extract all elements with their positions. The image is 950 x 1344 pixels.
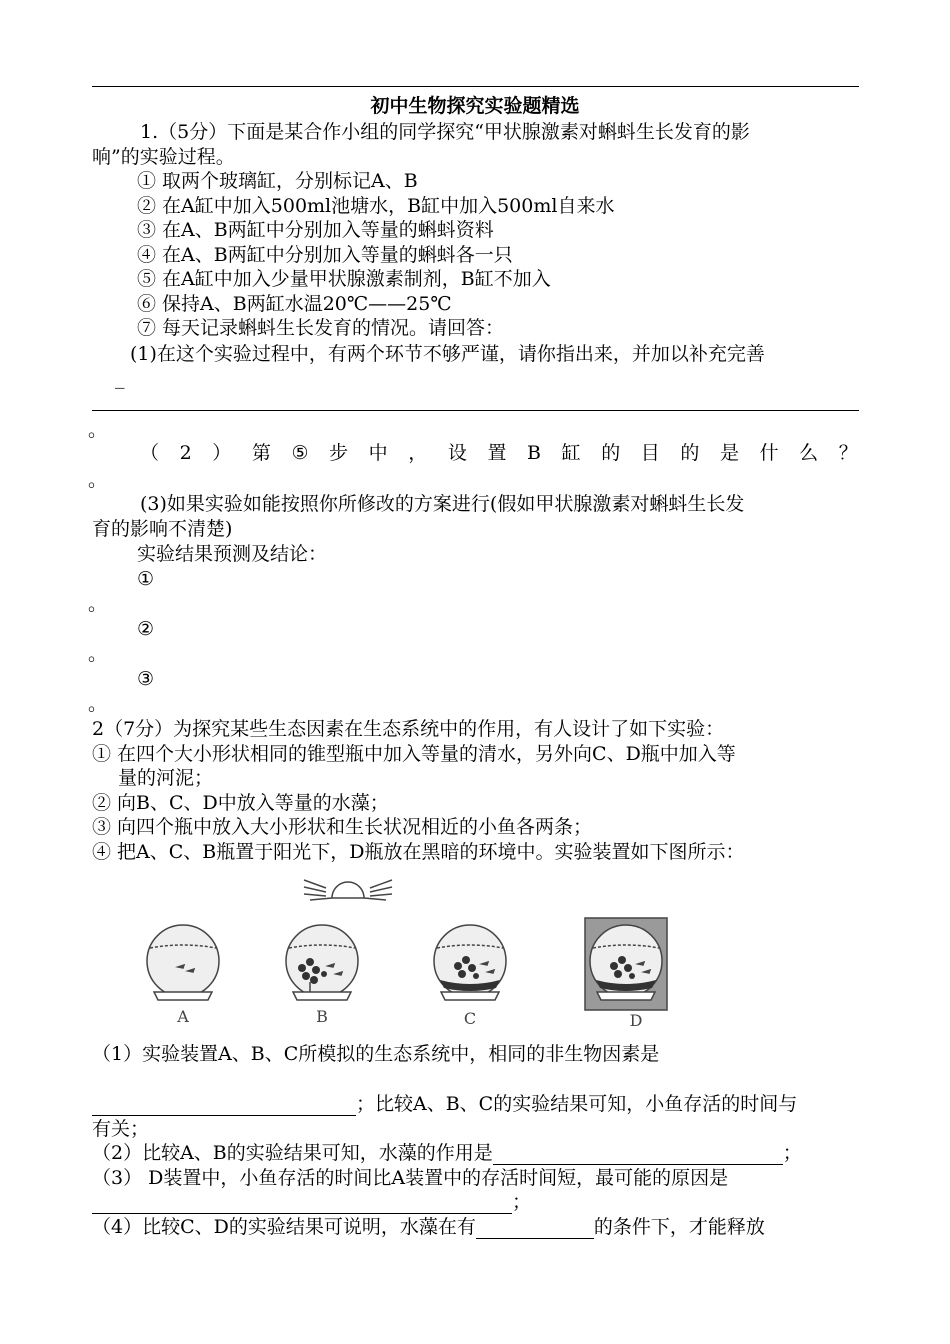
- answer-rule: [92, 410, 859, 411]
- q2-sub4-end: 的条件下，才能释放: [593, 1216, 765, 1238]
- q2-answer-blank-2[interactable]: [493, 1142, 783, 1165]
- q1-part3-line2: 育的影响不清楚): [92, 518, 233, 540]
- q2-sub3-line2: [92, 1190, 531, 1214]
- q1-part2-char: 第: [251, 442, 271, 464]
- q2-answer-blank-1[interactable]: [92, 1093, 356, 1116]
- q2-sub3-line1: （3） D装置中，小鱼存活的时间比A装置中的存活时间短，最可能的原因是: [92, 1167, 729, 1189]
- figure-label-d: D: [629, 1011, 643, 1030]
- figure-label-b: B: [316, 1007, 328, 1026]
- q2-answer-blank-4[interactable]: [476, 1216, 594, 1239]
- q2-sub4-text: （4）比较C、D的实验结果可说明，水藻在有: [92, 1216, 476, 1238]
- q1-intro-line2: 响”的实验过程。: [92, 146, 235, 168]
- q2-step-3: ③ 向四个瓶中放入大小形状和生长状况相近的小鱼各两条；: [92, 816, 593, 838]
- q2-sub4: [92, 1215, 765, 1239]
- top-rule: [92, 86, 859, 87]
- q1-step-1: ① 取两个玻璃缸，分别标记A、B: [137, 170, 418, 192]
- q1-period-3: 。: [88, 593, 108, 615]
- q1-prediction-label: 实验结果预测及结论：: [137, 543, 328, 565]
- q1-part1-mark: _: [115, 367, 125, 389]
- q1-part2-char: ，: [408, 442, 428, 464]
- q2-sub2: [92, 1141, 802, 1165]
- q1-part2-char: 目: [640, 442, 660, 464]
- q1-part2-char: 的: [601, 442, 621, 464]
- q2-step-1-line1: ① 在四个大小形状相同的锥型瓶中加入等量的清水，另外向C、D瓶中加入等: [92, 743, 736, 765]
- q2-answer-blank-3[interactable]: [92, 1191, 512, 1214]
- q1-part2-char: 步: [329, 442, 349, 464]
- q1-period-1: 。: [88, 419, 108, 441]
- q1-prediction-3: ③: [137, 668, 155, 690]
- page-title: 初中生物探究实验题精选: [370, 95, 580, 117]
- q1-part2-char: 2: [179, 442, 192, 464]
- figure-label-c: C: [463, 1009, 477, 1028]
- q2-sub2-end: ；: [782, 1142, 802, 1164]
- q1-part2-char: 缸: [561, 442, 581, 464]
- q2-step-4: ④ 把A、C、B瓶置于阳光下，D瓶放在黑暗的环境中。实验装置如下图所示：: [92, 841, 745, 863]
- q1-period-2: 。: [88, 469, 108, 491]
- q1-part2: [140, 441, 858, 465]
- q1-part1: (1)在这个实验过程中，有两个环节不够严谨，请你指出来，并加以补充完善: [130, 343, 765, 365]
- q2-step-2: ② 向B、C、D中放入等量的水藻；: [92, 792, 389, 814]
- jar-b: [286, 925, 358, 1000]
- q2-sub1-line2-text: ；比较A、B、C的实验结果可知，小鱼存活的时间与: [356, 1093, 798, 1115]
- q2-sub1-line3: 有关；: [92, 1118, 150, 1140]
- q1-prediction-2: ②: [137, 618, 155, 640]
- q1-part2-char: B: [527, 442, 542, 464]
- q2-sub2-text: （2）比较A、B的实验结果可知，水藻的作用是: [92, 1142, 493, 1164]
- q1-part2-char: 什: [759, 442, 779, 464]
- jar-d: [585, 918, 667, 1010]
- q1-part2-char: 么: [799, 442, 819, 464]
- figure-label-a: A: [177, 1007, 189, 1026]
- q1-part2-char: ⑤: [291, 442, 309, 464]
- jar-c: [434, 925, 506, 1000]
- q2-sub1-line1: （1）实验装置A、B、C所模拟的生态系统中，相同的非生物因素是: [92, 1043, 660, 1065]
- q1-part2-char: 中: [368, 442, 388, 464]
- q1-step-2: ② 在A缸中加入500ml池塘水，B缸中加入500ml自来水: [137, 195, 615, 217]
- q1-prediction-1: ①: [137, 568, 155, 590]
- q1-step-7: ⑦ 每天记录蝌蚪生长发育的情况。请回答：: [137, 317, 505, 339]
- q1-period-5: 。: [88, 693, 108, 715]
- q1-step-5: ⑤ 在A缸中加入少量甲状腺激素制剂，B缸不加入: [137, 268, 551, 290]
- sun-icon: [304, 880, 392, 900]
- q1-part2-char: 是: [719, 442, 739, 464]
- q1-step-6: ⑥ 保持A、B两缸水温20℃——25℃: [137, 293, 452, 315]
- q1-part2-char: ？: [838, 442, 858, 464]
- experiment-figure: [140, 870, 700, 1035]
- q1-part2-char: （: [140, 442, 160, 464]
- q1-part2-char: 的: [680, 442, 700, 464]
- q1-intro-line1: 1.（5分）下面是某合作小组的同学探究“甲状腺激素对蝌蚪生长发育的影: [140, 121, 750, 143]
- q1-step-4: ④ 在A、B两缸中分别加入等量的蝌蚪各一只: [137, 244, 513, 266]
- q1-step-3: ③ 在A、B两缸中分别加入等量的蝌蚪资料: [137, 219, 494, 241]
- q2-intro: 2（7分）为探究某些生态因素在生态系统中的作用，有人设计了如下实验：: [92, 718, 725, 740]
- q1-part2-char: 置: [487, 442, 507, 464]
- jar-a: [147, 925, 219, 1000]
- q1-part2-char: ）: [212, 442, 232, 464]
- q2-step-1-line2: 量的河泥；: [118, 767, 214, 789]
- q1-period-4: 。: [88, 643, 108, 665]
- q1-part3-line1: (3)如果实验如能按照你所修改的方案进行(假如甲状腺激素对蝌蚪生长发: [140, 493, 745, 515]
- q2-sub1-line2: [92, 1092, 797, 1116]
- q2-sub3-end: ；: [512, 1191, 532, 1213]
- q1-part2-char: 设: [447, 442, 467, 464]
